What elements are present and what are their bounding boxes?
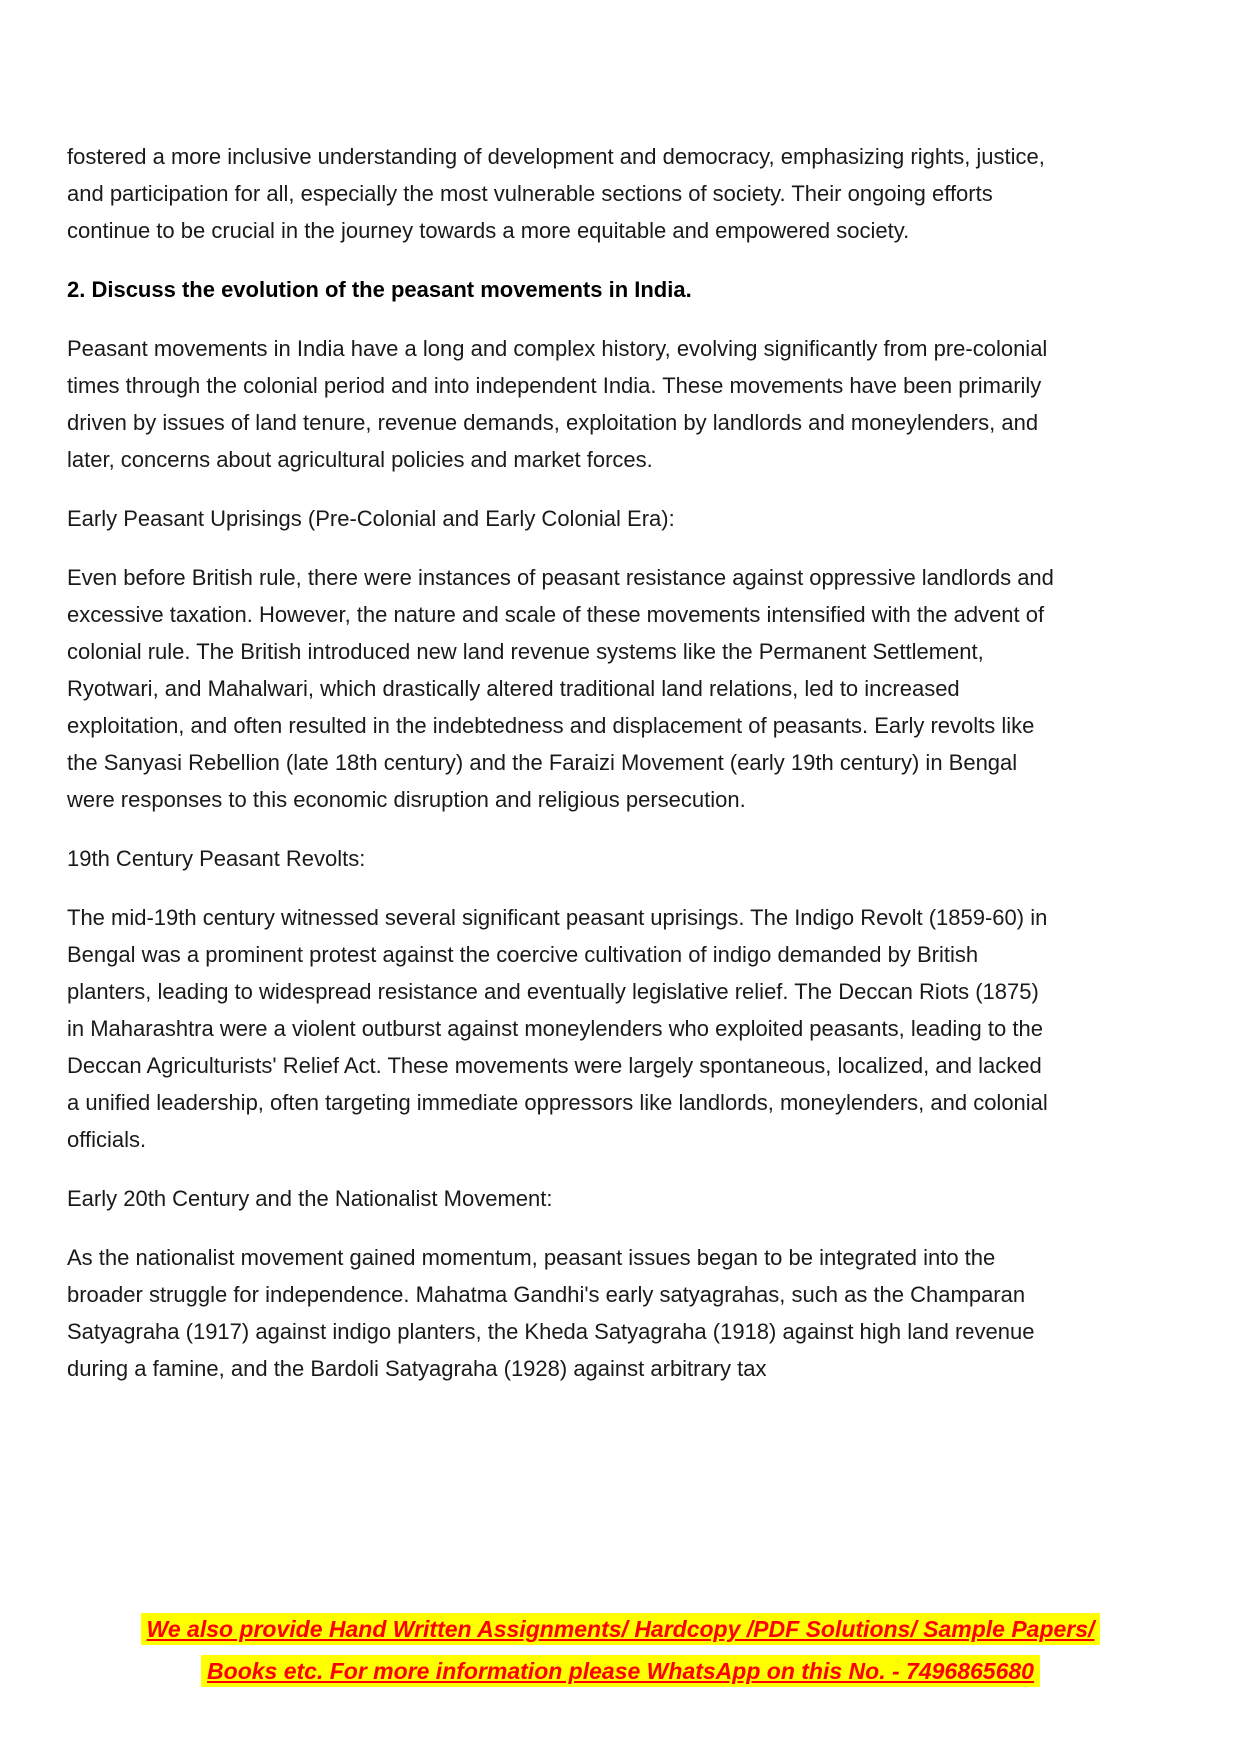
paragraph-nationalist-movement-detail: As the nationalist movement gained momentum, peasant issues began to be integrated into the broader struggle for independence. Mahatma Gandhi's early satyagrahas, such as the Champaran Satyagraha (1917) against indigo planters, the Kheda Satyagraha (1918) against high land revenue during a famine, and the Bardoli Satyagraha (1928) against arbitrary tax xyxy=(67,1245,1035,1381)
subheading-19th-century-revolts: 19th Century Peasant Revolts: xyxy=(67,846,366,871)
promo-footer-line-1: We also provide Hand Written Assignments/ Hardcopy /PDF Solutions/ Sample Papers/ xyxy=(141,1613,1101,1645)
subheading-early-20th-century: Early 20th Century and the Nationalist Movement: xyxy=(67,1186,553,1211)
paragraph-intro-continuation: fostered a more inclusive understanding of development and democracy, emphasizing rights, justice, and participation for all, especially the most vulnerable sections of society. Their ongoing efforts continue to be crucial in the journey towards a more equitable and empowered society. xyxy=(67,144,1045,243)
paragraph-peasant-movements-overview: Peasant movements in India have a long and complex history, evolving significantly from pre-colonial times through the colonial period and into independent India. These movements have been primarily driven by issues of land tenure, revenue demands, exploitation by landlords and moneylenders, and later, concerns about agricultural policies and market forces. xyxy=(67,336,1048,472)
promo-footer-line-2: Books etc. For more information please WhatsApp on this No. - 7496865680 xyxy=(201,1655,1040,1687)
promo-footer xyxy=(0,1609,1241,1693)
question-2-heading: 2. Discuss the evolution of the peasant movements in India. xyxy=(67,277,692,302)
subheading-early-peasant-uprisings: Early Peasant Uprisings (Pre-Colonial and Early Colonial Era): xyxy=(67,506,675,531)
document-body xyxy=(67,138,1057,1387)
paragraph-19th-century-detail: The mid-19th century witnessed several significant peasant uprisings. The Indigo Revolt (1859-60) in Bengal was a prominent protest against the coercive cultivation of indigo demanded by British planters, leading to widespread resistance and eventually legislative relief. The Deccan Riots (1875) in Maharashtra were a violent outburst against moneylenders who exploited peasants, leading to the Deccan Agriculturists' Relief Act. These movements were largely spontaneous, localized, and lacked a unified leadership, often targeting immediate oppressors like landlords, moneylenders, and colonial officials. xyxy=(67,905,1048,1152)
paragraph-early-uprisings-detail: Even before British rule, there were instances of peasant resistance against oppressive landlords and excessive taxation. However, the nature and scale of these movements intensified with the advent of colonial rule. The British introduced new land revenue systems like the Permanent Settlement, Ryotwari, and Mahalwari, which drastically altered traditional land relations, led to increased exploitation, and often resulted in the indebtedness and displacement of peasants. Early revolts like the Sanyasi Rebellion (late 18th century) and the Faraizi Movement (early 19th century) in Bengal were responses to this economic disruption and religious persecution. xyxy=(67,565,1054,812)
